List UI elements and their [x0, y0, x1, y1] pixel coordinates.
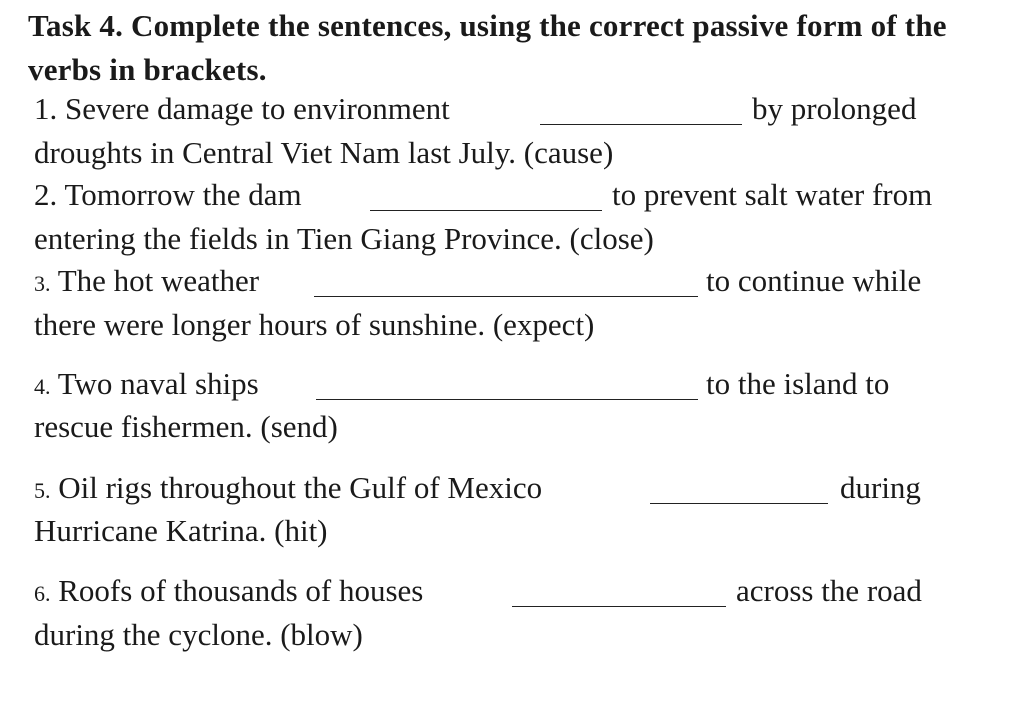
task-title: Task 4. Complete the sentences, using the correct passive form of the verbs in brackets.	[28, 8, 947, 87]
item-1-text-before: Severe damage to environment	[65, 91, 450, 126]
item-2-text-after: to prevent salt water from	[612, 177, 933, 212]
item-1-first-line	[34, 91, 450, 127]
item-3-text-before: The hot weather	[57, 263, 260, 298]
item-2-first-line	[34, 177, 302, 213]
item-1-text-after: by prolonged	[752, 91, 917, 126]
item-4-text-before: Two naval ships	[57, 366, 259, 401]
item-5-answer-blank[interactable]	[650, 503, 828, 504]
item-4-text-after: to the island to	[706, 366, 890, 401]
item-4-answer-blank[interactable]	[316, 399, 698, 400]
item-6-text-before: Roofs of thousands of houses	[58, 573, 424, 608]
item-1-answer-blank[interactable]	[540, 124, 742, 125]
item-4-first-line	[34, 366, 259, 405]
item-3-text-after: to continue while	[706, 263, 922, 298]
item-2-number: 2.	[34, 177, 58, 212]
item-4-number: 4.	[34, 374, 51, 399]
item-6-continuation: during the cyclone. (blow)	[34, 617, 363, 652]
item-6-answer-blank[interactable]	[512, 606, 726, 607]
item-2-text-before: Tomorrow the dam	[64, 177, 302, 212]
item-5-text-before: Oil rigs throughout the Gulf of Mexico	[58, 470, 543, 505]
item-1-number: 1.	[34, 91, 58, 126]
item-2-answer-blank[interactable]	[370, 210, 602, 211]
item-5-number: 5.	[34, 478, 51, 503]
item-3-first-line	[34, 263, 259, 302]
item-6-number: 6.	[34, 581, 51, 606]
item-5-text-after: during	[840, 470, 921, 505]
item-3-answer-blank[interactable]	[314, 296, 698, 297]
item-5-first-line	[34, 470, 542, 509]
item-1-continuation: droughts in Central Viet Nam last July. (cause)	[34, 135, 614, 170]
item-4-continuation: rescue fishermen. (send)	[34, 409, 338, 444]
item-5-continuation: Hurricane Katrina. (hit)	[34, 513, 328, 548]
item-3-continuation: there were longer hours of sunshine. (expect)	[34, 307, 595, 342]
item-3-number: 3.	[34, 271, 51, 296]
item-2-continuation: entering the fields in Tien Giang Province. (close)	[34, 221, 654, 256]
item-6-first-line	[34, 573, 423, 612]
item-6-text-after: across the road	[736, 573, 922, 608]
